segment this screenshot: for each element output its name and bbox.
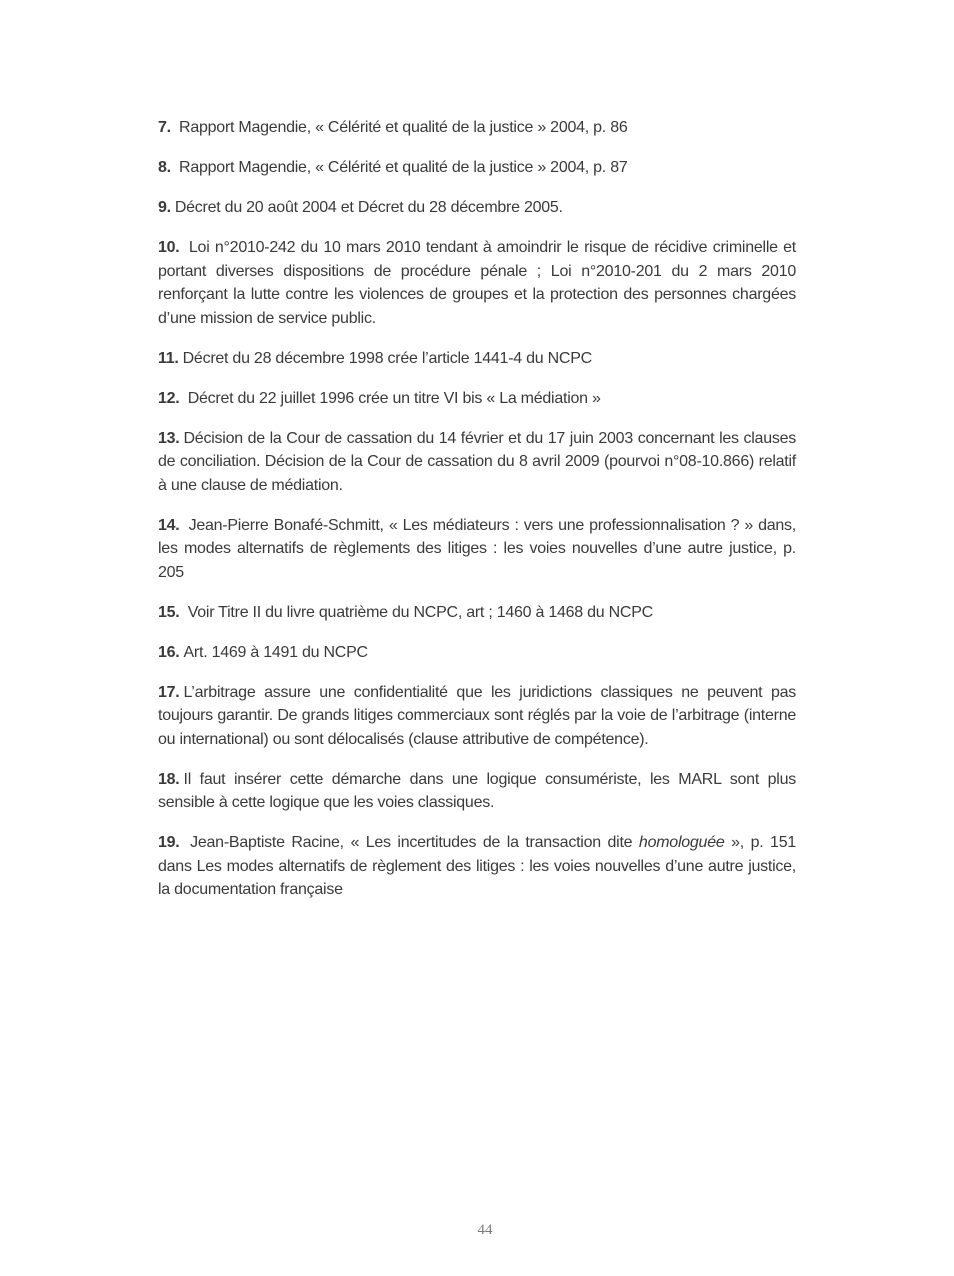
footnote-18 [158, 768, 796, 815]
footnote-text: Rapport Magendie, « Célérité et qualité de la justice » 2004, p. 87 [179, 159, 628, 176]
footnote-text-end: », p. 151 dans Les modes alternatifs de règlement des litiges : les voies nouvelles d’une autre justice, la documentation française [158, 834, 797, 898]
page-number: 44 [477, 1222, 493, 1238]
footnote-7 [158, 116, 796, 140]
footnote-number: 19. [158, 834, 180, 851]
footnote-9 [158, 196, 796, 220]
footnote-number: 18. [158, 770, 180, 788]
footnote-text: Jean-Pierre Bonafé-Schmitt, « Les médiateurs : vers une professionnalisation ? » dans, les modes alternatifs de règlements des litiges : les voies nouvelles d’une autre justice, p. 205 [158, 516, 797, 581]
footnote-number: 12. [158, 389, 180, 407]
footnote-text: L’arbitrage assure une confidentialité que les juridictions classiques ne peuvent pas toujours garantir. De grands litiges commerciaux sont réglés par la voie de l’arbitrage (interne ou international) ou sont délocalisés (clause attributive de compétence). [158, 683, 796, 748]
footnote-number: 10. [158, 239, 180, 256]
footnote-text: Voir Titre II du livre quatrième du NCPC, art ; 1460 à 1468 du NCPC [187, 603, 653, 621]
footnote-12 [158, 387, 796, 411]
footnote-number: 11. [158, 349, 179, 367]
footnote-11 [158, 347, 796, 371]
footnote-16 [158, 641, 796, 665]
footnote-text: Art. 1469 à 1491 du NCPC [183, 643, 368, 661]
footnote-text-italic: homologuée [638, 834, 725, 851]
footnote-number: 13. [158, 429, 180, 447]
footnote-number: 7. [158, 119, 171, 136]
footnote-number: 14. [158, 516, 180, 534]
footnotes-list [158, 116, 796, 918]
footnote-text: Décision de la Cour de cassation du 14 février et du 17 juin 2003 concernant les clauses de conciliation. Décision de la Cour de cassation du 8 avril 2009 (pourvoi n°08-10.866) relatif à une clause de médiation. [158, 429, 796, 494]
footnote-15 [158, 601, 796, 625]
footnote-text: Décret du 28 décembre 1998 crée l’article 1441-4 du NCPC [182, 349, 592, 367]
footnote-text: Il faut insérer cette démarche dans une logique consumériste, les MARL sont plus sensible à cette logique que les voies classiques. [158, 770, 796, 811]
footnote-text: Décret du 20 août 2004 et Décret du 28 décembre 2005. [174, 199, 563, 216]
footnote-number: 8. [158, 159, 171, 176]
footnote-14 [158, 514, 796, 585]
footnote-10 [158, 236, 796, 330]
footnote-19 [158, 831, 796, 902]
footnote-text-start: Jean-Baptiste Racine, « Les incertitudes de la transaction dite [190, 834, 639, 851]
footnote-number: 16. [158, 643, 180, 661]
footnote-13 [158, 427, 796, 498]
footnote-8 [158, 156, 796, 180]
footnote-text: Loi n°2010-242 du 10 mars 2010 tendant à amoindrir le risque de récidive criminelle et portant diverses dispositions de procédure pénale ; Loi n°2010-201 du 2 mars 2010 renforçant la lutte contre les violences de groupes et la protection des personnes chargées d’une mission de service public. [158, 239, 796, 327]
footnote-number: 15. [158, 603, 180, 621]
footnote-text: Rapport Magendie, « Célérité et qualité de la justice » 2004, p. 86 [179, 119, 628, 136]
footnote-number: 9. [158, 199, 171, 216]
footnote-number: 17. [158, 683, 180, 701]
footnote-text: Décret du 22 juillet 1996 crée un titre VI bis « La médiation » [187, 389, 601, 407]
footnote-17 [158, 681, 796, 752]
